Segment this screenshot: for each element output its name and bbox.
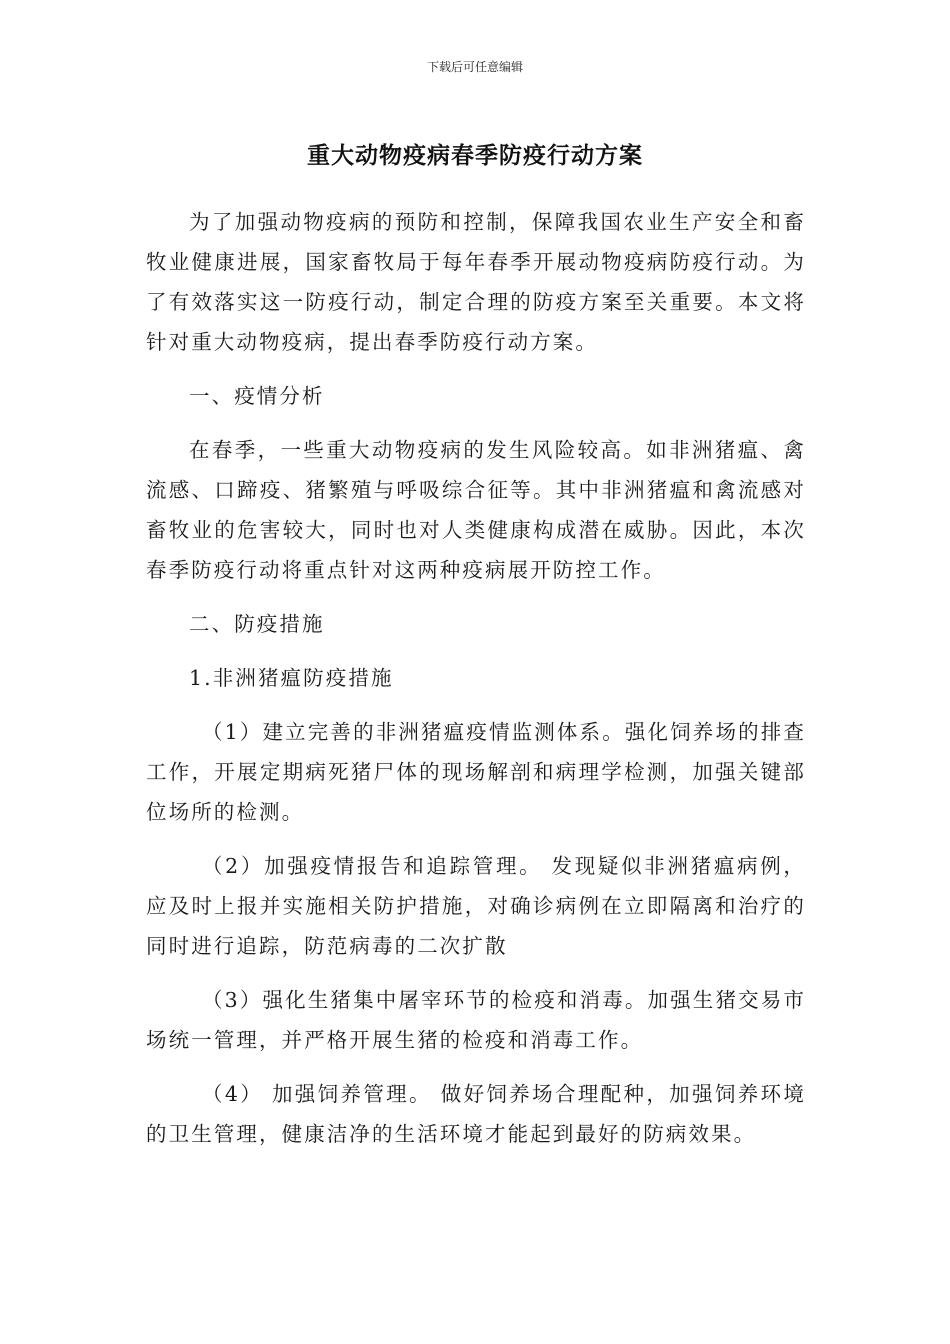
measure-item-1: （1）建立完善的非洲猪瘟疫情监测体系。强化饲养场的排查工作，开展定期病死猪尸体的现场解剖和病理学检测，加强关键部位场所的检测。 [146, 720, 806, 824]
measure-item-4: （4） 加强饲养管理。 做好饲养场合理配种，加强饲养环境的卫生管理，健康洁净的生活环境才能起到最好的防病效果。 [146, 1082, 806, 1146]
intro-paragraph: 为了加强动物疫病的预防和控制，保障我国农业生产安全和畜牧业健康进展，国家畜牧局于每年春季开展动物疫病防疫行动。为了有效落实这一防疫行动，制定合理的防疫方案至关重要。本文将针对重大动物疫病，提出春季防疫行动方案。 [146, 210, 806, 354]
epidemic-analysis-paragraph: 在春季，一些重大动物疫病的发生风险较高。如非洲猪瘟、禽流感、口蹄疫、猪繁殖与呼吸综合征等。其中非洲猪瘟和禽流感对畜牧业的危害较大，同时也对人类健康构成潜在威胁。因此，本次春季防疫行动将重点针对这两种疫病展开防控工作。 [146, 438, 806, 582]
header-note: 下载后可任意编辑 [426, 60, 523, 74]
document-title: 重大动物疫病春季防疫行动方案 [307, 143, 643, 169]
measure-item-3: （3）强化生猪集中屠宰环节的检疫和消毒。加强生猪交易市场统一管理，并严格开展生猪的检疫和消毒工作。 [146, 988, 806, 1052]
section-heading-epidemic-analysis: 一、疫情分析 [189, 384, 325, 408]
section-heading-prevention-measures: 二、防疫措施 [189, 612, 325, 636]
document-body [146, 202, 806, 1168]
measure-item-2: （2）加强疫情报告和追踪管理。 发现疑似非洲猪瘟病例，应及时上报并实施相关防护措施，对确诊病例在立即隔离和治疗的同时进行追踪，防范病毒的二次扩散 [146, 854, 806, 958]
subsection-heading-asf-measures: 1.非洲猪瘟防疫措施 [189, 666, 394, 690]
